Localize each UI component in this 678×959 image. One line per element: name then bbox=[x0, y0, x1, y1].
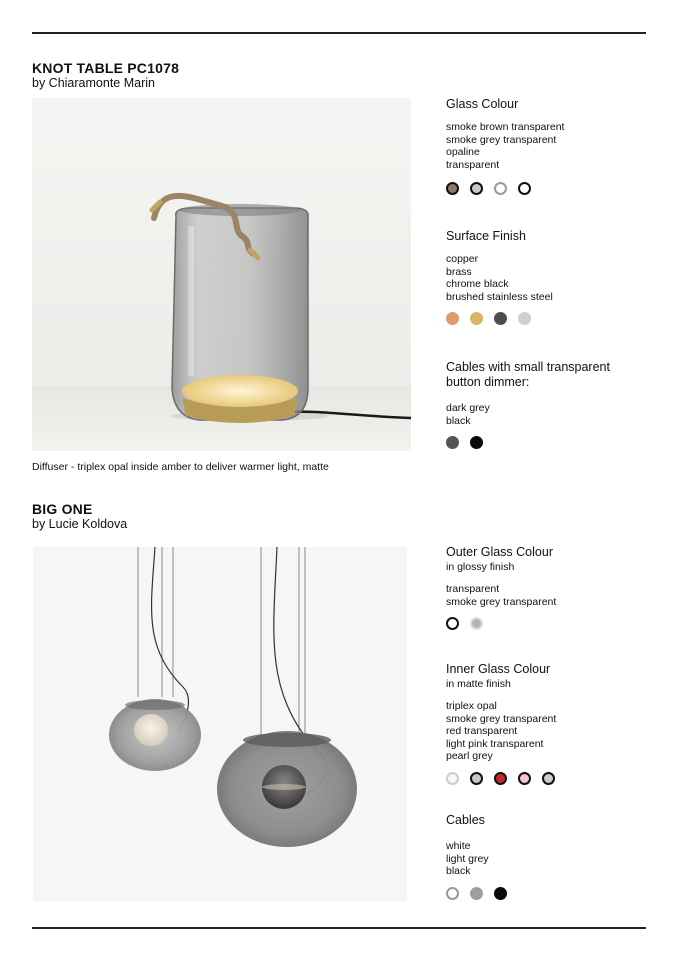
option-item: brushed stainless steel bbox=[446, 290, 553, 303]
swatch-chrome-black[interactable] bbox=[494, 312, 507, 325]
swatch-light-grey[interactable] bbox=[470, 887, 483, 900]
glass-colour-section bbox=[446, 97, 656, 195]
option-item: red transparent bbox=[446, 725, 518, 737]
option-list bbox=[446, 700, 656, 763]
swatch-smoke-brown-transparent[interactable] bbox=[446, 182, 459, 195]
option-item: chrome black bbox=[446, 278, 509, 290]
swatch-transparent[interactable] bbox=[446, 617, 459, 630]
swatch-smoke-grey-transparent[interactable] bbox=[470, 617, 483, 630]
swatch-smoke-grey-transparent[interactable] bbox=[470, 182, 483, 195]
big-one-illustration bbox=[33, 547, 407, 901]
swatch-opaline[interactable] bbox=[494, 182, 507, 195]
bottom-rule bbox=[32, 927, 646, 929]
swatch-row bbox=[446, 887, 656, 900]
option-item: black bbox=[446, 414, 471, 427]
option-list bbox=[446, 583, 656, 608]
swatch-pearl-grey[interactable] bbox=[542, 772, 555, 785]
option-item: brass bbox=[446, 265, 472, 278]
swatch-black[interactable] bbox=[494, 887, 507, 900]
knot-table-lamp-photo bbox=[32, 98, 411, 451]
option-item: dark grey bbox=[446, 402, 490, 414]
swatch-row bbox=[446, 772, 656, 785]
swatch-brushed-stainless-steel[interactable] bbox=[518, 312, 531, 325]
option-list bbox=[446, 402, 656, 427]
option-item: white bbox=[446, 840, 471, 852]
swatch-smoke-grey-transparent[interactable] bbox=[470, 772, 483, 785]
swatch-transparent[interactable] bbox=[518, 182, 531, 195]
section-subtitle: in matte finish bbox=[446, 678, 511, 690]
swatch-row bbox=[446, 182, 656, 195]
swatch-triplex-opal[interactable] bbox=[446, 772, 459, 785]
option-item: pearl grey bbox=[446, 750, 493, 762]
swatch-black[interactable] bbox=[470, 436, 483, 449]
option-item: transparent bbox=[446, 158, 500, 171]
swatch-brass[interactable] bbox=[470, 312, 483, 325]
swatch-white[interactable] bbox=[446, 887, 459, 900]
swatch-red-transparent[interactable] bbox=[494, 772, 507, 785]
cables-section bbox=[446, 813, 656, 900]
option-item: light grey bbox=[446, 852, 489, 865]
option-item: triplex opal bbox=[446, 700, 497, 712]
swatch-light-pink-transparent[interactable] bbox=[518, 772, 531, 785]
big-one-pendant-photo bbox=[33, 547, 407, 901]
inner-glass-colour-section bbox=[446, 662, 656, 785]
product1-caption: Diffuser - triplex opal inside amber to deliver warmer light, matte bbox=[32, 461, 329, 473]
product1-designer: by Chiaramonte Marin bbox=[32, 76, 155, 90]
section-title: Outer Glass Colour bbox=[446, 545, 553, 559]
option-list bbox=[446, 840, 656, 878]
option-item: smoke brown transparent bbox=[446, 121, 565, 133]
option-item: smoke grey transparent bbox=[446, 595, 557, 608]
product1-title: KNOT TABLE PC1078 bbox=[32, 60, 180, 76]
product2-title: BIG ONE bbox=[32, 501, 93, 517]
section-title: Cables bbox=[446, 813, 485, 827]
option-item: smoke grey transparent bbox=[446, 133, 557, 146]
swatch-row bbox=[446, 617, 656, 630]
product2-designer: by Lucie Koldova bbox=[32, 517, 128, 531]
swatch-row bbox=[446, 436, 656, 449]
outer-glass-colour-section bbox=[446, 545, 656, 630]
option-item: transparent bbox=[446, 583, 500, 595]
option-list bbox=[446, 253, 656, 303]
option-item: light pink transparent bbox=[446, 737, 544, 750]
section-subtitle: in glossy finish bbox=[446, 561, 515, 573]
knot-lamp-illustration bbox=[32, 98, 411, 451]
option-list bbox=[446, 121, 656, 171]
option-item: smoke grey transparent bbox=[446, 712, 557, 725]
surface-finish-section bbox=[446, 229, 656, 325]
section-title: Glass Colour bbox=[446, 97, 519, 111]
cables-dimmer-section bbox=[446, 360, 656, 449]
swatch-dark-grey[interactable] bbox=[446, 436, 459, 449]
swatch-row bbox=[446, 312, 656, 325]
option-item: copper bbox=[446, 253, 479, 265]
option-item: opaline bbox=[446, 146, 480, 158]
top-rule bbox=[32, 32, 646, 34]
swatch-copper[interactable] bbox=[446, 312, 459, 325]
section-title: Surface Finish bbox=[446, 229, 526, 243]
section-title: Cables with small transparent button dimmer: bbox=[446, 360, 610, 389]
section-title: Inner Glass Colour bbox=[446, 662, 551, 676]
option-item: black bbox=[446, 865, 471, 877]
